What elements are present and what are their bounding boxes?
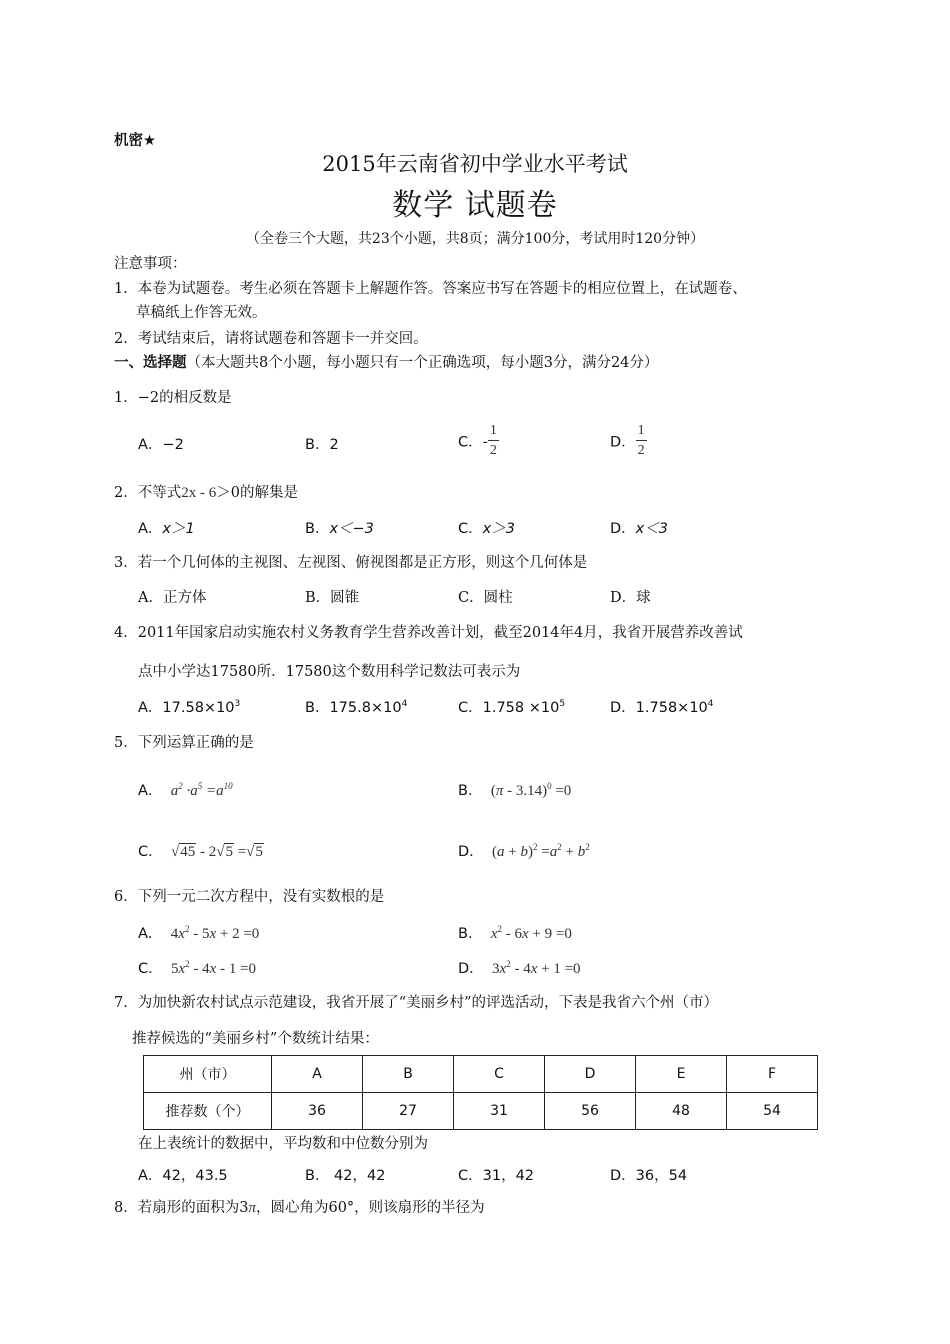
notice-item-1: 1．本卷为试题卷。考生必须在答题卡上解题作答。答案应书写在答题卡的相应位置上，在试题卷、 (114, 281, 747, 297)
question-4-stem-cont: 点中小学达17580所．17580这个数用科学记数法可表示为 (138, 664, 521, 680)
q2-option-b: B．x＜−3 (305, 521, 374, 537)
stats-table (143, 1055, 818, 1130)
q6-option-b: B． $x^2 - 6x + 9 =0$ (458, 924, 572, 942)
q2-inequality-expr: 2x - 6 (181, 485, 217, 501)
q3-option-c: C．圆柱 (458, 590, 513, 606)
q8-stem-pre: 8．若扇形的面积为3 (114, 1200, 249, 1216)
table-header-cell: A (272, 1056, 363, 1093)
table-cell: 36 (272, 1093, 363, 1130)
question-6-stem: 6．下列一元二次方程中，没有实数根的是 (114, 889, 385, 905)
fraction-denominator: 2 (489, 443, 497, 458)
q2-stem-post: ＞0的解集是 (216, 485, 298, 501)
q7-option-b: B． 42，42 (305, 1168, 386, 1184)
q1-option-c (458, 424, 499, 458)
q4-option-d: D．$1.758\times 10^4$ (610, 699, 714, 716)
q4-option-c: C．$1.758 \times 10^5$ (458, 699, 566, 716)
q7-option-c: C．31，42 (458, 1168, 535, 1184)
table-header-cell: F (727, 1056, 818, 1093)
q8-stem-post: ，圆心角为60°，则该扇形的半径为 (255, 1200, 485, 1216)
section-title: 一、选择题 (114, 354, 187, 371)
table-cell: 31 (454, 1093, 545, 1130)
q5-option-c: C． √45 - 2√5 =√5 (138, 844, 263, 860)
table-header-cell: E (636, 1056, 727, 1093)
q6-option-d-formula: $3x^2 - 4x + 1 =0$ (488, 959, 581, 977)
section-heading (114, 351, 658, 372)
q4-option-b: B．$175.8\times 10^4$ (305, 699, 408, 716)
question-8-stem: 8．若扇形的面积为3π，圆心角为60°，则该扇形的半径为 (114, 1200, 485, 1216)
q6-option-a-formula: $4x^2 - 5x + 2 =0$ (167, 924, 260, 942)
q1-option-a: A．−2 (138, 437, 184, 453)
table-header-cell: C (454, 1056, 545, 1093)
exam-note: （全卷三个大题，共23个小题，共8页；满分100分，考试用时120分钟） (245, 231, 705, 247)
q5-option-a: A． $a^2 \cdot a^5 =a^{10}$ (138, 781, 233, 799)
question-4-stem: 4．2011年国家启动实施农村义务教育学生营养改善计划，截至2014年4月，我省开展营养改善试 (114, 625, 743, 641)
table-cell: 54 (727, 1093, 818, 1130)
q3-option-b: B．圆锥 (305, 590, 360, 606)
table-header-cell: D (545, 1056, 636, 1093)
table-header-row (144, 1056, 818, 1093)
secret-mark: 机密★ (114, 133, 156, 149)
q5-option-d: D． $(a + b)^2 =a^2 + b^2$ (458, 842, 590, 860)
table-row (144, 1093, 818, 1130)
q5-option-b-formula: (π - 3.14)$^0$ =0 (487, 781, 572, 799)
fraction-denominator: 2 (637, 443, 645, 458)
table-header-cell: B (363, 1056, 454, 1093)
table-header-cell: 州（市） (144, 1056, 272, 1093)
q2-option-c: C．x＞3 (458, 521, 515, 537)
fraction-numerator: 1 (636, 424, 647, 441)
q5-option-b: B． (π - 3.14)$^0$ =0 (458, 781, 572, 799)
q6-option-a: A． $4x^2 - 5x + 2 =0$ (138, 924, 260, 942)
exam-title: 2015年云南省初中学业水平考试 (322, 152, 628, 176)
question-3-stem: 3．若一个几何体的主视图、左视图、俯视图都是正方形，则这个几何体是 (114, 555, 588, 571)
q3-option-a: A．正方体 (138, 590, 207, 606)
q5-option-a-formula: $a^2 \cdot a^5 =a^{10}$ (167, 781, 233, 799)
q2-option-d: D．x＜3 (610, 521, 668, 537)
q6-option-c: C． $5x^2 - 4x - 1 =0$ (138, 959, 257, 977)
question-7-stem-cont: 推荐候选的“美丽乡村”个数统计结果： (132, 1031, 379, 1047)
q1-option-d-label: D． (610, 434, 636, 451)
notice-item-2: 2．考试结束后，请将试题卷和答题卡一并交回。 (114, 331, 428, 347)
question-1-stem: 1．−2的相反数是 (114, 390, 232, 406)
q1-option-c-fraction (488, 424, 499, 458)
q1-option-d-fraction (636, 424, 647, 458)
q6-option-c-formula: $5x^2 - 4x - 1 =0$ (167, 959, 257, 977)
q5-option-c-formula: √45 - 2√5 =√5 (167, 844, 263, 860)
q2-option-a: A．x＞1 (138, 521, 195, 537)
question-2-stem (114, 481, 298, 502)
exam-subtitle: 数学 试题卷 (392, 188, 558, 223)
table-cell: 48 (636, 1093, 727, 1130)
q1-option-d (610, 424, 647, 458)
q2-stem-pre: 2．不等式 (114, 485, 182, 501)
q3-option-d: D．球 (610, 590, 651, 606)
q1-option-c-label: C．- (458, 434, 488, 451)
notice-heading: 注意事项： (114, 256, 187, 272)
section-desc: （本大题共8个小题，每小题只有一个正确选项，每小题3分，满分24分） (186, 355, 659, 371)
notice-item-1-cont: 草稿纸上作答无效。 (136, 305, 267, 321)
q7-option-a: A．42，43.5 (138, 1168, 228, 1184)
fraction-numerator: 1 (488, 424, 499, 441)
table-cell: 27 (363, 1093, 454, 1130)
q4-option-a: A．$17.58\times 10^3$ (138, 699, 241, 716)
q6-option-b-formula: $x^2 - 6x + 9 =0$ (490, 924, 572, 942)
table-cell: 推荐数（个） (144, 1093, 272, 1130)
table-cell: 56 (545, 1093, 636, 1130)
q5-option-d-formula: $(a + b)^2 =a^2 + b^2$ (488, 842, 590, 860)
q7-option-d: D．36，54 (610, 1168, 688, 1184)
q6-option-d: D． $3x^2 - 4x + 1 =0$ (458, 959, 581, 977)
question-7-stem: 7．为加快新农村试点示范建设，我省开展了“美丽乡村”的评选活动，下表是我省六个州（市） (114, 995, 719, 1011)
question-5-stem: 5．下列运算正确的是 (114, 735, 254, 751)
question-7-followup: 在上表统计的数据中，平均数和中位数分别为 (138, 1136, 428, 1152)
q1-option-b: B．2 (305, 437, 339, 453)
